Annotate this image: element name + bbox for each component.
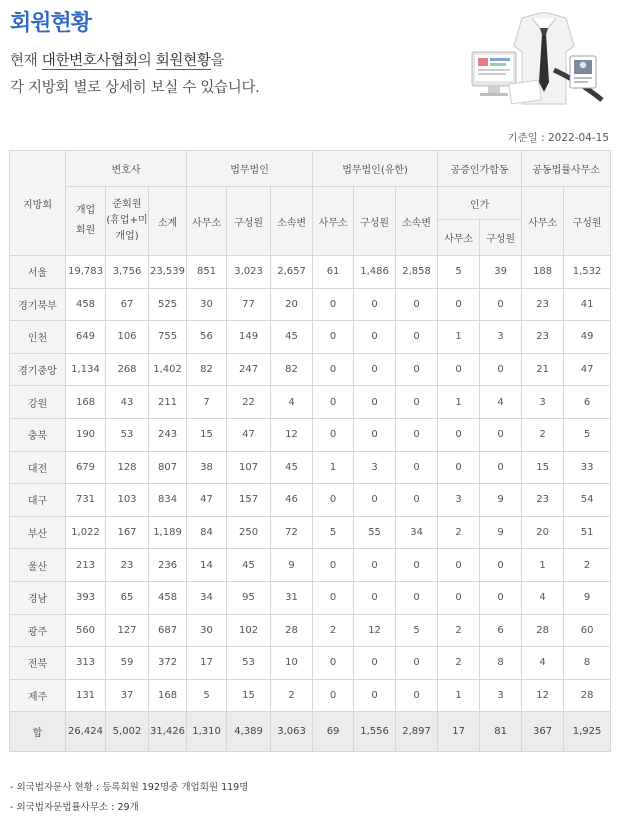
table-cell: 23 xyxy=(522,321,564,354)
total-cell: 3,063 xyxy=(271,712,313,752)
note-foreign-consultants: - 외국법자문사 현황 : 등록회원 192명중 개업회원 119명 xyxy=(10,782,249,793)
table-cell: 0 xyxy=(480,353,522,386)
table-cell: 0 xyxy=(396,353,438,386)
table-cell: 47 xyxy=(227,418,271,451)
region-cell: 전북 xyxy=(10,647,66,680)
table-cell: 4 xyxy=(522,581,564,614)
table-cell: 0 xyxy=(438,353,480,386)
table-cell: 46 xyxy=(271,484,313,517)
table-cell: 8 xyxy=(564,647,611,680)
table-cell: 51 xyxy=(564,516,611,549)
total-cell: 367 xyxy=(522,712,564,752)
table-cell: 6 xyxy=(480,614,522,647)
total-cell: 1,556 xyxy=(354,712,396,752)
table-cell: 54 xyxy=(564,484,611,517)
header-lawyer-subtotal: 소계 xyxy=(149,187,187,256)
table-cell: 0 xyxy=(313,581,354,614)
table-cell: 0 xyxy=(354,549,396,582)
table-cell: 9 xyxy=(271,549,313,582)
header-ltd-office: 사무소 xyxy=(313,187,354,256)
table-cell: 21 xyxy=(522,353,564,386)
table-cell: 0 xyxy=(396,418,438,451)
table-cell: 0 xyxy=(313,549,354,582)
table-cell: 3,756 xyxy=(106,256,149,289)
table-cell: 28 xyxy=(522,614,564,647)
table-cell: 0 xyxy=(313,321,354,354)
region-cell: 대구 xyxy=(10,484,66,517)
table-cell: 72 xyxy=(271,516,313,549)
table-cell: 834 xyxy=(149,484,187,517)
table-cell: 731 xyxy=(66,484,106,517)
table-cell: 0 xyxy=(438,581,480,614)
table-cell: 5 xyxy=(438,256,480,289)
table-cell: 0 xyxy=(396,484,438,517)
notes xyxy=(10,778,248,818)
total-cell: 2,897 xyxy=(396,712,438,752)
table-cell: 38 xyxy=(187,451,227,484)
table-cell: 2 xyxy=(522,418,564,451)
table-cell: 28 xyxy=(271,614,313,647)
note-foreign-law-offices: - 외국법자문법률사무소 : 29개 xyxy=(10,802,139,813)
table-cell: 2,657 xyxy=(271,256,313,289)
table-row xyxy=(10,353,611,386)
table-cell: 31 xyxy=(271,581,313,614)
table-row xyxy=(10,451,611,484)
table-cell: 649 xyxy=(66,321,106,354)
table-total-row xyxy=(10,712,611,752)
table-row xyxy=(10,549,611,582)
table-cell: 3 xyxy=(522,386,564,419)
intro-suffix: 을 xyxy=(210,53,225,69)
table-cell: 0 xyxy=(354,418,396,451)
table-cell: 1 xyxy=(438,321,480,354)
table-cell: 851 xyxy=(187,256,227,289)
total-cell: 4,389 xyxy=(227,712,271,752)
total-label: 합 xyxy=(10,712,66,752)
region-cell: 충북 xyxy=(10,418,66,451)
table-cell: 12 xyxy=(271,418,313,451)
table-cell: 107 xyxy=(227,451,271,484)
table-cell: 0 xyxy=(354,484,396,517)
table-cell: 3 xyxy=(480,321,522,354)
table-cell: 2 xyxy=(438,647,480,680)
table-cell: 82 xyxy=(187,353,227,386)
table-cell: 188 xyxy=(522,256,564,289)
region-cell: 경기중앙 xyxy=(10,353,66,386)
table-cell: 211 xyxy=(149,386,187,419)
table-cell: 3 xyxy=(438,484,480,517)
header-lawyer: 변호사 xyxy=(66,151,187,187)
region-cell: 대전 xyxy=(10,451,66,484)
table-cell: 0 xyxy=(313,484,354,517)
table-cell: 167 xyxy=(106,516,149,549)
table-cell: 1,022 xyxy=(66,516,106,549)
table-cell: 1,486 xyxy=(354,256,396,289)
table-row xyxy=(10,288,611,321)
table-cell: 15 xyxy=(187,418,227,451)
region-cell: 경기북부 xyxy=(10,288,66,321)
header-notary-members: 구성원 xyxy=(480,220,522,256)
region-cell: 경남 xyxy=(10,581,66,614)
header-notary-joint: 공증인가합동 xyxy=(438,151,522,187)
table-row xyxy=(10,256,611,289)
table-cell: 61 xyxy=(313,256,354,289)
header-notary-office: 사무소 xyxy=(438,220,480,256)
table-cell: 17 xyxy=(187,647,227,680)
table-row xyxy=(10,647,611,680)
table-cell: 0 xyxy=(313,386,354,419)
table-cell: 2 xyxy=(313,614,354,647)
total-cell: 5,002 xyxy=(106,712,149,752)
table-cell: 687 xyxy=(149,614,187,647)
header-ltd-affiliated: 소속변 xyxy=(396,187,438,256)
table-cell: 3,023 xyxy=(227,256,271,289)
table-cell: 0 xyxy=(396,451,438,484)
table-cell: 0 xyxy=(396,549,438,582)
table-row xyxy=(10,484,611,517)
header-joint-members: 구성원 xyxy=(564,187,611,256)
member-status-table xyxy=(9,150,611,752)
table-cell: 3 xyxy=(480,679,522,712)
table-cell: 679 xyxy=(66,451,106,484)
header-firm-members: 구성원 xyxy=(227,187,271,256)
table-cell: 103 xyxy=(106,484,149,517)
base-date: 기준일 : 2022-04-15 xyxy=(507,132,609,144)
table-cell: 0 xyxy=(354,679,396,712)
table-cell: 77 xyxy=(227,288,271,321)
table-cell: 106 xyxy=(106,321,149,354)
header-firm-affiliated: 소속변 xyxy=(271,187,313,256)
region-cell: 부산 xyxy=(10,516,66,549)
table-cell: 0 xyxy=(313,418,354,451)
table-cell: 236 xyxy=(149,549,187,582)
table-cell: 560 xyxy=(66,614,106,647)
table-cell: 34 xyxy=(396,516,438,549)
table-cell: 8 xyxy=(480,647,522,680)
table-cell: 9 xyxy=(480,484,522,517)
table-cell: 4 xyxy=(271,386,313,419)
table-cell: 9 xyxy=(480,516,522,549)
table-cell: 55 xyxy=(354,516,396,549)
table-cell: 0 xyxy=(438,451,480,484)
table-cell: 59 xyxy=(106,647,149,680)
table-cell: 5 xyxy=(396,614,438,647)
table-row xyxy=(10,516,611,549)
page-title: 회원현황 xyxy=(10,11,92,36)
region-cell: 인천 xyxy=(10,321,66,354)
table-cell: 0 xyxy=(354,321,396,354)
table-cell: 0 xyxy=(313,288,354,321)
table-cell: 43 xyxy=(106,386,149,419)
table-cell: 5 xyxy=(187,679,227,712)
header-open-members: 개업 회원 xyxy=(66,187,106,256)
table-cell: 2 xyxy=(438,516,480,549)
table-cell: 313 xyxy=(66,647,106,680)
lawyer-suit-illustration-icon xyxy=(470,12,610,110)
table-cell: 0 xyxy=(438,288,480,321)
table-row xyxy=(10,614,611,647)
table-cell: 5 xyxy=(564,418,611,451)
table-cell: 39 xyxy=(480,256,522,289)
table-cell: 28 xyxy=(564,679,611,712)
table-cell: 250 xyxy=(227,516,271,549)
table-cell: 0 xyxy=(396,679,438,712)
table-cell: 2 xyxy=(271,679,313,712)
table-cell: 12 xyxy=(522,679,564,712)
table-cell: 0 xyxy=(354,386,396,419)
table-cell: 84 xyxy=(187,516,227,549)
table-cell: 5 xyxy=(313,516,354,549)
table-cell: 0 xyxy=(396,581,438,614)
table-cell: 23 xyxy=(522,484,564,517)
table-cell: 1,402 xyxy=(149,353,187,386)
table-cell: 213 xyxy=(66,549,106,582)
table-cell: 157 xyxy=(227,484,271,517)
intro-text xyxy=(10,48,259,102)
region-cell: 광주 xyxy=(10,614,66,647)
table-cell: 23 xyxy=(522,288,564,321)
table-cell: 128 xyxy=(106,451,149,484)
table-cell: 0 xyxy=(438,549,480,582)
table-cell: 268 xyxy=(106,353,149,386)
table-cell: 1,189 xyxy=(149,516,187,549)
total-cell: 26,424 xyxy=(66,712,106,752)
table-cell: 12 xyxy=(354,614,396,647)
header-law-firm: 법무법인 xyxy=(187,151,313,187)
total-cell: 31,426 xyxy=(149,712,187,752)
table-cell: 0 xyxy=(480,418,522,451)
table-row xyxy=(10,581,611,614)
intro-line-1 xyxy=(10,48,259,75)
table-cell: 30 xyxy=(187,614,227,647)
table-cell: 10 xyxy=(271,647,313,680)
header-associate-members: 준회원 (휴업+미 개업) xyxy=(106,187,149,256)
table-cell: 20 xyxy=(522,516,564,549)
table-cell: 0 xyxy=(396,321,438,354)
table-cell: 95 xyxy=(227,581,271,614)
header-region: 지방회 xyxy=(10,151,66,256)
table-cell: 37 xyxy=(106,679,149,712)
table-cell: 168 xyxy=(149,679,187,712)
table-cell: 525 xyxy=(149,288,187,321)
table-cell: 65 xyxy=(106,581,149,614)
intro-prefix: 현재 xyxy=(10,53,42,69)
region-cell: 서울 xyxy=(10,256,66,289)
table-cell: 22 xyxy=(227,386,271,419)
total-cell: 81 xyxy=(480,712,522,752)
table-cell: 7 xyxy=(187,386,227,419)
table-cell: 0 xyxy=(313,353,354,386)
table-cell: 34 xyxy=(187,581,227,614)
table-cell: 9 xyxy=(564,581,611,614)
table-cell: 14 xyxy=(187,549,227,582)
intro-mid: 의 xyxy=(137,53,156,69)
table-cell: 458 xyxy=(149,581,187,614)
table-cell: 243 xyxy=(149,418,187,451)
header-joint-office: 공동법률사무소 xyxy=(522,151,611,187)
table-cell: 20 xyxy=(271,288,313,321)
table-cell: 47 xyxy=(187,484,227,517)
table-cell: 190 xyxy=(66,418,106,451)
table-cell: 0 xyxy=(396,386,438,419)
table-cell: 0 xyxy=(354,353,396,386)
header-law-firm-ltd: 법무법인(유한) xyxy=(313,151,438,187)
table-cell: 0 xyxy=(354,288,396,321)
table-cell: 6 xyxy=(564,386,611,419)
table-cell: 102 xyxy=(227,614,271,647)
table-cell: 2 xyxy=(438,614,480,647)
table-cell: 53 xyxy=(227,647,271,680)
header-ltd-members: 구성원 xyxy=(354,187,396,256)
intro-highlight-kba: 대한변호사협회 xyxy=(41,53,138,69)
table-cell: 2 xyxy=(564,549,611,582)
table-cell: 45 xyxy=(271,451,313,484)
table-cell: 41 xyxy=(564,288,611,321)
table-cell: 131 xyxy=(66,679,106,712)
header-joint-office-count: 사무소 xyxy=(522,187,564,256)
table-cell: 60 xyxy=(564,614,611,647)
table-cell: 2,858 xyxy=(396,256,438,289)
table-cell: 1,134 xyxy=(66,353,106,386)
intro-line-2: 각 지방회 별로 상세히 보실 수 있습니다. xyxy=(10,80,260,96)
total-cell: 17 xyxy=(438,712,480,752)
total-cell: 1,925 xyxy=(564,712,611,752)
table-cell: 30 xyxy=(187,288,227,321)
table-cell: 45 xyxy=(227,549,271,582)
region-cell: 울산 xyxy=(10,549,66,582)
table-cell: 23 xyxy=(106,549,149,582)
table-row xyxy=(10,418,611,451)
total-cell: 69 xyxy=(313,712,354,752)
table-cell: 82 xyxy=(271,353,313,386)
table-row xyxy=(10,679,611,712)
table-cell: 0 xyxy=(480,451,522,484)
table-cell: 458 xyxy=(66,288,106,321)
table-cell: 49 xyxy=(564,321,611,354)
region-cell: 강원 xyxy=(10,386,66,419)
table-row xyxy=(10,321,611,354)
table-cell: 0 xyxy=(480,288,522,321)
table-cell: 45 xyxy=(271,321,313,354)
table-cell: 0 xyxy=(354,647,396,680)
table-cell: 15 xyxy=(522,451,564,484)
table-cell: 1 xyxy=(313,451,354,484)
table-cell: 1,532 xyxy=(564,256,611,289)
table-cell: 0 xyxy=(438,418,480,451)
table-cell: 372 xyxy=(149,647,187,680)
table-cell: 393 xyxy=(66,581,106,614)
intro-highlight-status: 회원현황 xyxy=(155,53,211,69)
header-firm-office: 사무소 xyxy=(187,187,227,256)
table-cell: 0 xyxy=(396,288,438,321)
total-cell: 1,310 xyxy=(187,712,227,752)
table-cell: 0 xyxy=(313,647,354,680)
table-cell: 807 xyxy=(149,451,187,484)
table-cell: 127 xyxy=(106,614,149,647)
table-cell: 0 xyxy=(480,581,522,614)
table-cell: 47 xyxy=(564,353,611,386)
table-row xyxy=(10,386,611,419)
table-cell: 0 xyxy=(354,581,396,614)
table-cell: 33 xyxy=(564,451,611,484)
table-cell: 1 xyxy=(522,549,564,582)
table-cell: 53 xyxy=(106,418,149,451)
table-cell: 0 xyxy=(480,549,522,582)
table-cell: 19,783 xyxy=(66,256,106,289)
region-cell: 제주 xyxy=(10,679,66,712)
table-cell: 0 xyxy=(396,647,438,680)
table-cell: 1 xyxy=(438,386,480,419)
table-cell: 149 xyxy=(227,321,271,354)
table-cell: 247 xyxy=(227,353,271,386)
table-cell: 23,539 xyxy=(149,256,187,289)
table-cell: 0 xyxy=(313,679,354,712)
header-notary-approval: 인가 xyxy=(438,187,522,220)
table-cell: 15 xyxy=(227,679,271,712)
table-cell: 67 xyxy=(106,288,149,321)
table-cell: 755 xyxy=(149,321,187,354)
table-cell: 4 xyxy=(480,386,522,419)
table-cell: 4 xyxy=(522,647,564,680)
table-cell: 56 xyxy=(187,321,227,354)
table-cell: 1 xyxy=(438,679,480,712)
table-cell: 168 xyxy=(66,386,106,419)
table-cell: 3 xyxy=(354,451,396,484)
